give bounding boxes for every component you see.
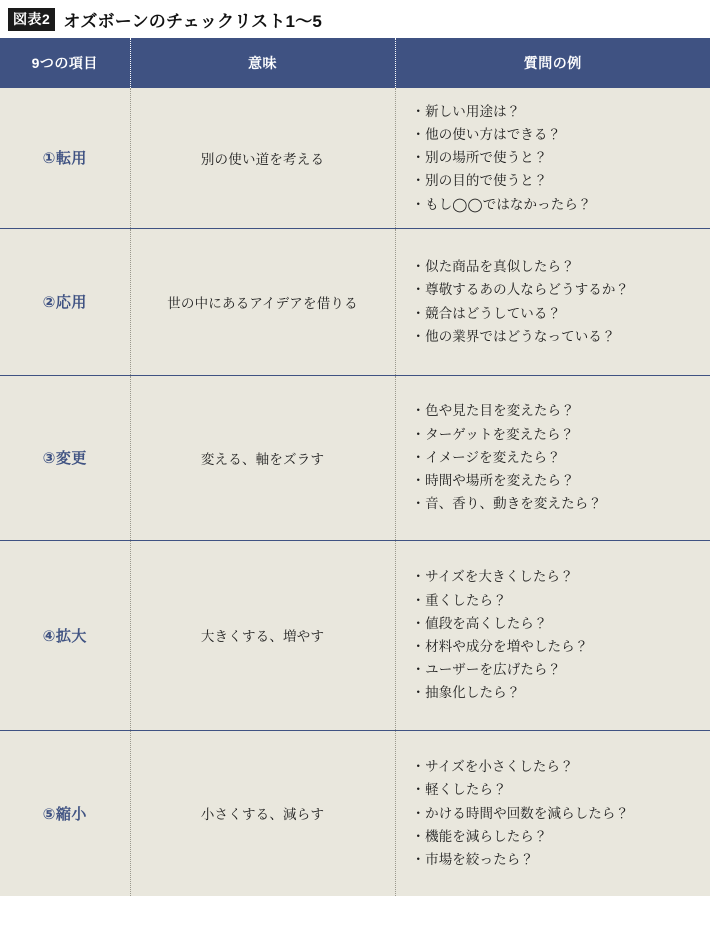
table-header-row	[0, 38, 710, 88]
column-header-item: 9つの項目	[0, 38, 130, 88]
column-header-meaning: 意味	[130, 38, 395, 88]
list-item: ・ターゲットを変えたら？	[411, 426, 575, 442]
list-item: ・サイズを大きくしたら？	[411, 569, 574, 585]
row-meaning: 大きくする、増やす	[130, 540, 395, 730]
list-item: ・値段を高くしたら？	[411, 615, 548, 631]
list-item: ・別の目的で使うと？	[411, 173, 548, 189]
figure-title-row	[0, 0, 710, 38]
list-item: ・他の使い方はできる？	[411, 126, 562, 142]
row-examples	[395, 228, 710, 375]
list-item: ・新しい用途は？	[411, 103, 521, 119]
row-examples	[395, 730, 710, 896]
list-item: ・ユーザーを広げたら？	[411, 662, 562, 678]
list-item: ・サイズを小さくしたら？	[411, 759, 574, 775]
table-row	[0, 540, 710, 730]
example-list	[412, 755, 705, 871]
table-body	[0, 88, 710, 896]
table-row	[0, 88, 710, 228]
row-meaning: 別の使い道を考える	[130, 88, 395, 228]
list-item: ・時間や場所を変えたら？	[411, 473, 575, 489]
list-item: ・別の場所で使うと？	[411, 150, 548, 166]
row-examples	[395, 540, 710, 730]
row-meaning: 変える、軸をズラす	[130, 375, 395, 540]
list-item: ・軽くしたら？	[411, 782, 507, 798]
list-item: ・かける時間や回数を減らしたら？	[411, 805, 630, 821]
list-item: ・もし◯◯ではなかったら？	[411, 196, 592, 212]
figure-number-badge: 図表2	[8, 8, 55, 31]
list-item: ・他の業界ではどうなっている？	[411, 328, 616, 344]
list-item: ・競合はどうしている？	[411, 305, 562, 321]
row-item: ⑤縮小	[0, 730, 130, 896]
column-header-examples: 質問の例	[395, 38, 710, 88]
row-item: ②応用	[0, 228, 130, 375]
row-meaning: 世の中にあるアイデアを借りる	[130, 228, 395, 375]
list-item: ・機能を減らしたら？	[411, 828, 548, 844]
row-examples	[395, 88, 710, 228]
example-list	[412, 255, 705, 348]
example-list	[412, 565, 705, 704]
list-item: ・尊敬するあの人ならどうするか？	[411, 282, 630, 298]
row-item: ③変更	[0, 375, 130, 540]
list-item: ・色や見た目を変えたら？	[411, 403, 575, 419]
list-item: ・市場を絞ったら？	[411, 852, 534, 868]
list-item: ・抽象化したら？	[411, 685, 521, 701]
example-list	[412, 100, 705, 216]
list-item: ・重くしたら？	[411, 592, 507, 608]
row-meaning: 小さくする、減らす	[130, 730, 395, 896]
table-row	[0, 228, 710, 375]
list-item: ・材料や成分を増やしたら？	[411, 639, 589, 654]
list-item: ・似た商品を真似したら？	[411, 259, 575, 275]
table-header	[0, 38, 710, 88]
list-item: ・イメージを変えたら？	[411, 449, 561, 465]
list-item: ・音、香り、動きを変えたら？	[411, 496, 602, 512]
row-item: ①転用	[0, 88, 130, 228]
row-examples	[395, 375, 710, 540]
osborn-checklist-table	[0, 38, 710, 896]
table-row	[0, 375, 710, 540]
example-list	[412, 399, 705, 515]
table-row	[0, 730, 710, 896]
row-item: ④拡大	[0, 540, 130, 730]
page-title: オズボーンのチェックリスト1〜5	[63, 12, 323, 31]
